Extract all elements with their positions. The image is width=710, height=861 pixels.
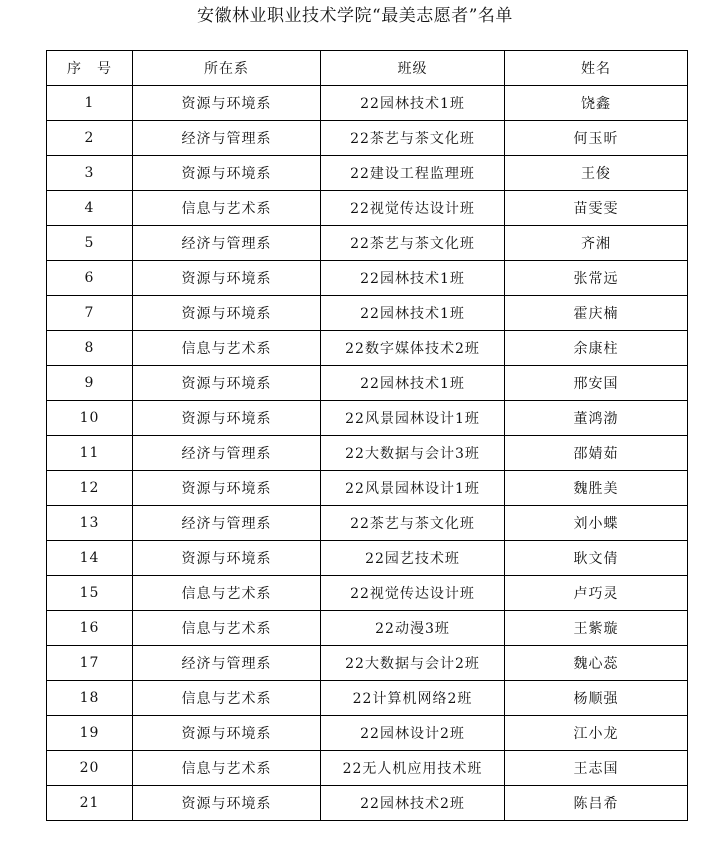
table-row xyxy=(47,296,688,331)
cell-department: 信息与艺术系 xyxy=(133,191,321,226)
table-row xyxy=(47,611,688,646)
header-index: 序 号 xyxy=(47,51,133,86)
cell-name: 余康柱 xyxy=(505,331,688,366)
cell-department: 资源与环境系 xyxy=(133,366,321,401)
table-row xyxy=(47,471,688,506)
cell-class: 22园艺技术班 xyxy=(321,541,505,576)
cell-class: 22茶艺与茶文化班 xyxy=(321,226,505,261)
cell-department: 资源与环境系 xyxy=(133,261,321,296)
cell-department: 经济与管理系 xyxy=(133,506,321,541)
cell-class: 22园林技术1班 xyxy=(321,261,505,296)
cell-department: 经济与管理系 xyxy=(133,646,321,681)
table-body xyxy=(47,86,688,821)
cell-name: 邢安国 xyxy=(505,366,688,401)
table-row xyxy=(47,646,688,681)
cell-index: 7 xyxy=(47,296,133,331)
cell-name: 张常远 xyxy=(505,261,688,296)
cell-name: 霍庆楠 xyxy=(505,296,688,331)
table-row xyxy=(47,121,688,156)
header-class: 班级 xyxy=(321,51,505,86)
cell-index: 1 xyxy=(47,86,133,121)
cell-class: 22大数据与会计2班 xyxy=(321,646,505,681)
cell-department: 资源与环境系 xyxy=(133,541,321,576)
cell-index: 19 xyxy=(47,716,133,751)
cell-department: 资源与环境系 xyxy=(133,86,321,121)
cell-department: 信息与艺术系 xyxy=(133,576,321,611)
cell-class: 22园林技术2班 xyxy=(321,786,505,821)
cell-name: 王紫璇 xyxy=(505,611,688,646)
cell-department: 资源与环境系 xyxy=(133,471,321,506)
cell-class: 22数字媒体技术2班 xyxy=(321,331,505,366)
cell-department: 资源与环境系 xyxy=(133,716,321,751)
table-row xyxy=(47,156,688,191)
cell-index: 2 xyxy=(47,121,133,156)
table-header-row xyxy=(47,51,688,86)
cell-name: 何玉昕 xyxy=(505,121,688,156)
table-row xyxy=(47,786,688,821)
cell-index: 8 xyxy=(47,331,133,366)
table-row xyxy=(47,401,688,436)
table-row xyxy=(47,751,688,786)
cell-index: 9 xyxy=(47,366,133,401)
cell-name: 江小龙 xyxy=(505,716,688,751)
cell-class: 22视觉传达设计班 xyxy=(321,191,505,226)
cell-name: 董鸿渤 xyxy=(505,401,688,436)
cell-department: 经济与管理系 xyxy=(133,121,321,156)
cell-class: 22建设工程监理班 xyxy=(321,156,505,191)
cell-department: 资源与环境系 xyxy=(133,786,321,821)
cell-index: 13 xyxy=(47,506,133,541)
cell-index: 11 xyxy=(47,436,133,471)
cell-department: 资源与环境系 xyxy=(133,401,321,436)
cell-department: 经济与管理系 xyxy=(133,436,321,471)
cell-class: 22园林技术1班 xyxy=(321,86,505,121)
table-row xyxy=(47,541,688,576)
table-row xyxy=(47,261,688,296)
cell-index: 5 xyxy=(47,226,133,261)
table-row xyxy=(47,436,688,471)
header-department: 所在系 xyxy=(133,51,321,86)
cell-index: 18 xyxy=(47,681,133,716)
cell-class: 22园林技术1班 xyxy=(321,296,505,331)
table-row xyxy=(47,226,688,261)
cell-department: 经济与管理系 xyxy=(133,226,321,261)
cell-index: 21 xyxy=(47,786,133,821)
cell-name: 王志国 xyxy=(505,751,688,786)
cell-class: 22风景园林设计1班 xyxy=(321,471,505,506)
cell-department: 信息与艺术系 xyxy=(133,681,321,716)
cell-name: 邵婧茹 xyxy=(505,436,688,471)
table-row xyxy=(47,86,688,121)
cell-class: 22茶艺与茶文化班 xyxy=(321,121,505,156)
cell-index: 6 xyxy=(47,261,133,296)
cell-name: 苗雯雯 xyxy=(505,191,688,226)
cell-index: 14 xyxy=(47,541,133,576)
header-name: 姓名 xyxy=(505,51,688,86)
cell-class: 22无人机应用技术班 xyxy=(321,751,505,786)
cell-class: 22风景园林设计1班 xyxy=(321,401,505,436)
cell-name: 魏心蕊 xyxy=(505,646,688,681)
cell-name: 杨顺强 xyxy=(505,681,688,716)
cell-class: 22茶艺与茶文化班 xyxy=(321,506,505,541)
cell-name: 魏胜美 xyxy=(505,471,688,506)
cell-name: 饶鑫 xyxy=(505,86,688,121)
cell-index: 20 xyxy=(47,751,133,786)
cell-department: 信息与艺术系 xyxy=(133,611,321,646)
document-title: 安徽林业职业技术学院“最美志愿者”名单 xyxy=(197,6,513,26)
volunteer-table xyxy=(46,50,688,821)
table-row xyxy=(47,681,688,716)
cell-class: 22视觉传达设计班 xyxy=(321,576,505,611)
table-row xyxy=(47,576,688,611)
cell-class: 22园林设计2班 xyxy=(321,716,505,751)
table-row xyxy=(47,716,688,751)
cell-class: 22园林技术1班 xyxy=(321,366,505,401)
cell-name: 齐湘 xyxy=(505,226,688,261)
cell-name: 耿文倩 xyxy=(505,541,688,576)
cell-department: 资源与环境系 xyxy=(133,156,321,191)
cell-index: 10 xyxy=(47,401,133,436)
table-row xyxy=(47,191,688,226)
cell-index: 12 xyxy=(47,471,133,506)
cell-name: 刘小蝶 xyxy=(505,506,688,541)
cell-index: 3 xyxy=(47,156,133,191)
cell-index: 15 xyxy=(47,576,133,611)
cell-name: 王俊 xyxy=(505,156,688,191)
cell-index: 16 xyxy=(47,611,133,646)
cell-index: 17 xyxy=(47,646,133,681)
cell-class: 22计算机网络2班 xyxy=(321,681,505,716)
cell-department: 信息与艺术系 xyxy=(133,331,321,366)
cell-index: 4 xyxy=(47,191,133,226)
table-row xyxy=(47,506,688,541)
table-row xyxy=(47,331,688,366)
cell-name: 卢巧灵 xyxy=(505,576,688,611)
cell-class: 22动漫3班 xyxy=(321,611,505,646)
cell-class: 22大数据与会计3班 xyxy=(321,436,505,471)
cell-name: 陈吕希 xyxy=(505,786,688,821)
table-row xyxy=(47,366,688,401)
cell-department: 资源与环境系 xyxy=(133,296,321,331)
cell-department: 信息与艺术系 xyxy=(133,751,321,786)
